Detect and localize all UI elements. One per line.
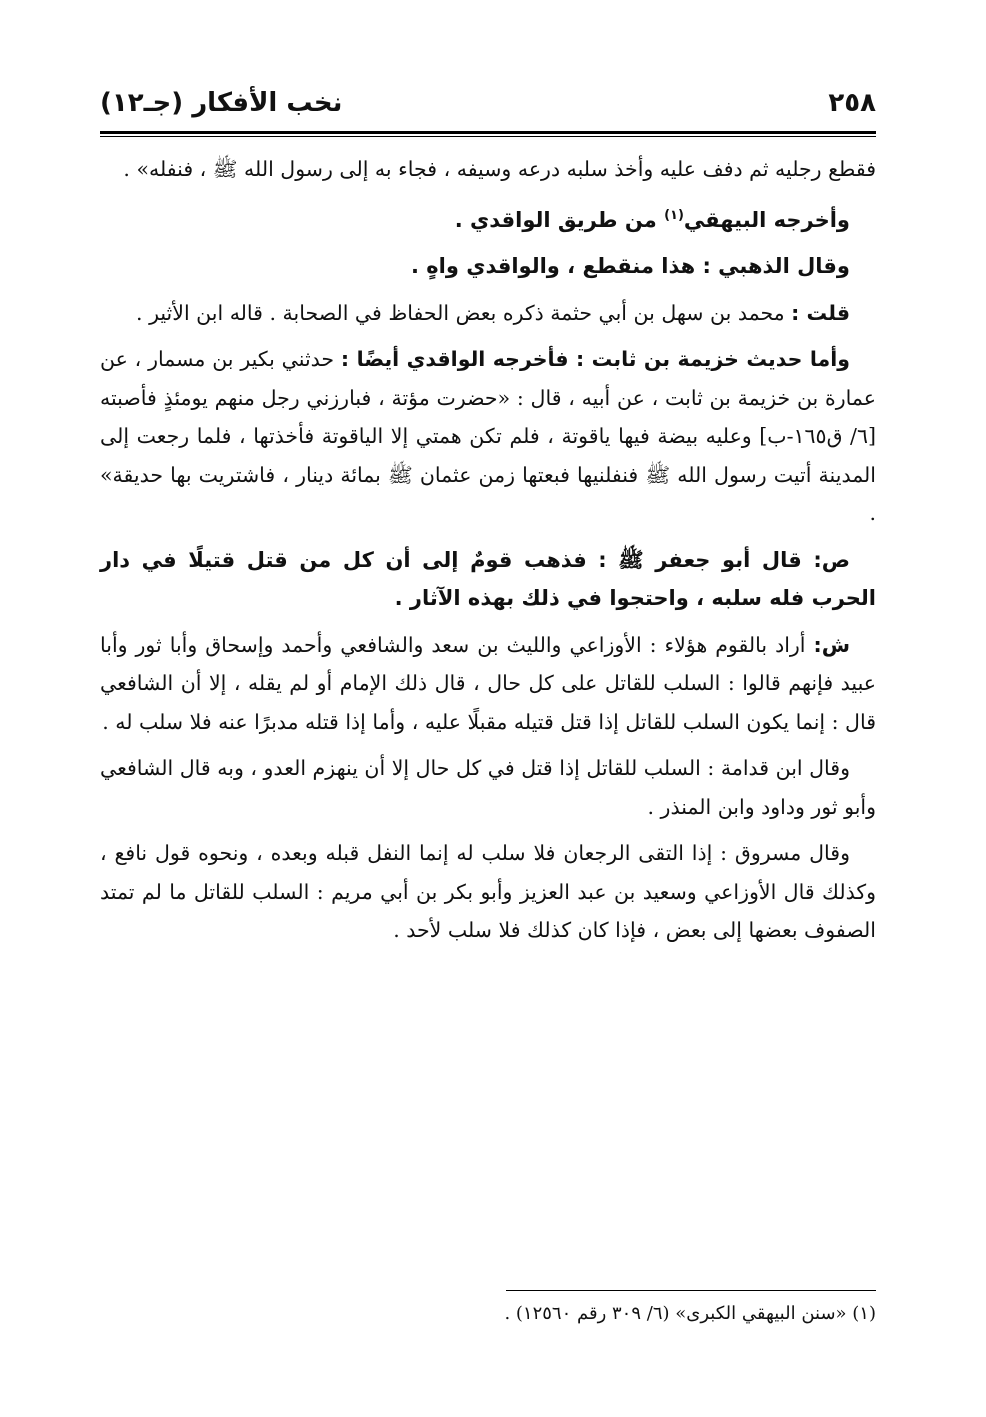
paragraph-text: فقطع رجليه ثم دفف عليه وأخذ سلبه درعه وسيفه ، فجاء به إلى رسول الله ﷺ ، فنفله» . [123,157,876,181]
paragraph [100,150,876,189]
paragraph-text: وقال مسروق : إذا التقى الرجعان فلا سلب له إنما النفل قبله وبعده ، ونحوه قول نافع ، وكذلك قال الأوزاعي وسعيد بن عبد العزيز وأبو بكر بن أبي مريم : السلب للقاتل ما لم تمتد الصفوف بعضها إلى بعض ، فإذا كان كذلك فلا سلب لأحد . [100,841,876,942]
footnote-rule [506,1290,876,1291]
paragraph-text: حدثني بكير بن مسمار ، عن عمارة بن خزيمة بن ثابت ، عن أبيه ، قال : «حضرت مؤتة ، فبارزني رجل منهم يومئذٍ فأصبته [٦/ ق١٦٥-ب] وعليه بيضة فيها ياقوتة ، فلم تكن همتي إلا الياقوتة فأخذتها ، فلما رجعت إلى المدينة أتيت رسول الله ﷺ فنفلنيها فبعتها زمن عثمان ﷺ بمائة دينار ، فاشتريت بها حديقة» . [100,347,876,525]
paragraph-text: وقال ابن قدامة : السلب للقاتل إذا قتل في كل حال إلا أن ينهزم العدو ، وبه قال الشافعي وأبو ثور وداود وابن المنذر . [100,756,876,819]
paragraph-text: وقال الذهبي : هذا منقطع ، والواقدي واهٍ . [410,254,850,278]
paragraph-text: أراد بالقوم هؤلاء : الأوزاعي والليث بن سعد والشافعي وأحمد وإسحاق وأبا ثور وأبا عبيد فإنهم قالوا : السلب للقاتل على كل حال ، قال ذلك الإمام أو لم يقله ، إلا أن الشافعي قال : إنما يكون السلب للقاتل إذا قتل قتيله مقبلًا عليه ، وأما إذا قتله مدبرًا عنه فلا سلب له . [100,632,876,734]
header-rule [100,131,876,134]
paragraph-text: من طريق الواقدي . [454,207,665,232]
footnote-ref[interactable]: (١) [664,207,684,223]
paragraph-text: ص: قال أبو جعفر ﷺ : فذهب قومٌ إلى أن كل من قتل قتيلًا في دار الحرب فله سلبه ، واحتجوا في ذلك بهذه الآثار . [100,547,876,610]
paragraph [100,247,876,286]
paragraph [100,626,876,742]
page-number: ٢٥٨ [828,88,876,118]
paragraph-lead: قلت : [791,300,850,325]
paragraph [100,197,876,240]
main-text [100,150,876,958]
paragraph [100,749,876,826]
paragraph-text: محمد بن سهل بن أبي حثمة ذكره بعض الحفاظ في الصحابة . قاله ابن الأثير . [136,300,792,325]
paragraph [100,834,876,950]
paragraph-text: وأخرجه البيهقي [683,207,850,232]
paragraph [100,541,876,618]
paragraph-lead: ش: [813,632,850,657]
running-title: نخب الأفكار (جـ١٢) [100,88,343,118]
paragraph [100,340,876,533]
paragraph-lead: وأما حديث خزيمة بن ثابت : فأخرجه الواقدي أيضًا : [340,347,850,371]
header-rule-thin [100,136,876,137]
paragraph [100,294,876,333]
footnote: (١) «سنن البيهقي الكبرى» (٦/ ٣٠٩ رقم ١٢٥٦٠) . [504,1303,876,1324]
page-header [100,88,876,128]
